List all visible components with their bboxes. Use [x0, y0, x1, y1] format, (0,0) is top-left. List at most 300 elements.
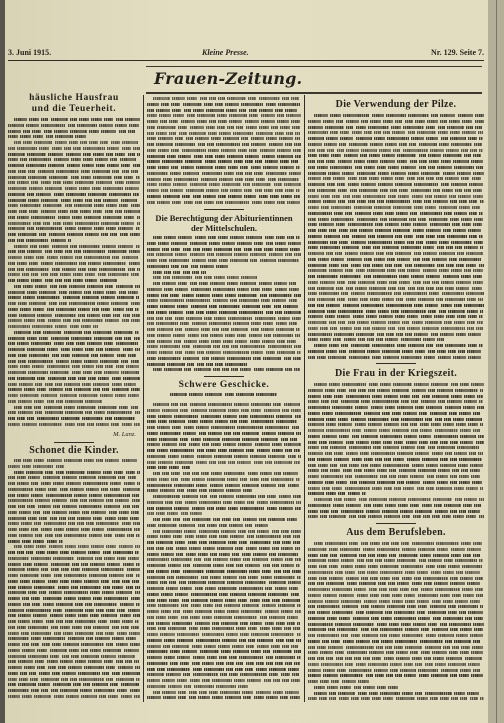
text-line [308, 515, 484, 518]
word [334, 212, 343, 215]
word [280, 166, 294, 169]
word [207, 253, 214, 256]
text-line [308, 223, 484, 226]
word [248, 639, 255, 642]
word [392, 594, 402, 597]
word [372, 400, 399, 403]
word [349, 446, 371, 449]
word [297, 576, 301, 579]
word [156, 322, 178, 325]
word [17, 482, 29, 485]
word [350, 189, 357, 192]
word [411, 429, 418, 432]
word [418, 298, 434, 301]
word [204, 558, 211, 561]
word [79, 118, 89, 121]
word [268, 593, 288, 596]
word [96, 459, 103, 462]
word [183, 172, 199, 175]
word [461, 149, 468, 152]
word [147, 299, 158, 302]
word [478, 452, 483, 455]
text-line [147, 426, 301, 429]
word [433, 554, 449, 557]
word [112, 586, 123, 589]
word [371, 628, 378, 631]
word [8, 164, 24, 167]
word [234, 501, 245, 504]
word [232, 645, 244, 648]
word [381, 617, 392, 620]
word [221, 622, 238, 625]
word [27, 505, 35, 508]
word [298, 455, 301, 458]
word [157, 334, 171, 337]
word [294, 294, 301, 297]
word [184, 685, 191, 688]
word [330, 446, 346, 449]
word [373, 504, 383, 507]
word [218, 236, 228, 239]
word [128, 476, 136, 479]
text-line [147, 495, 301, 498]
word [250, 415, 274, 418]
word [356, 126, 366, 129]
word [475, 120, 484, 123]
word [361, 149, 377, 152]
word [160, 345, 180, 348]
word [427, 120, 438, 123]
word [272, 564, 279, 567]
word [351, 697, 359, 700]
word [383, 446, 399, 449]
word [479, 235, 483, 238]
word [147, 455, 166, 458]
word [308, 588, 330, 591]
word [460, 669, 471, 672]
word [206, 109, 224, 112]
word [336, 481, 347, 484]
word [178, 696, 186, 699]
word [308, 269, 327, 272]
word [64, 383, 80, 386]
word [124, 337, 131, 340]
word [423, 246, 434, 249]
word [105, 285, 113, 288]
word [19, 678, 28, 681]
word [256, 691, 271, 694]
word [83, 371, 92, 374]
word [436, 298, 443, 301]
word [328, 356, 346, 359]
word [383, 464, 409, 467]
word [46, 620, 54, 623]
word [26, 239, 48, 242]
word [170, 662, 178, 665]
text-line [8, 557, 140, 560]
word [219, 311, 237, 314]
word [397, 559, 416, 562]
text-line [308, 395, 484, 398]
word [26, 124, 39, 127]
word [135, 285, 140, 288]
word [422, 327, 439, 330]
word [112, 388, 129, 391]
word [413, 223, 427, 226]
word [239, 420, 248, 423]
word [37, 649, 47, 652]
word [156, 512, 165, 515]
word [443, 229, 451, 232]
word [26, 164, 46, 167]
word [215, 363, 223, 366]
word [380, 577, 390, 580]
word [436, 487, 452, 490]
text-line [8, 683, 140, 686]
word [187, 363, 194, 366]
word [219, 656, 227, 659]
word [226, 109, 237, 112]
word [436, 177, 443, 180]
word [73, 683, 81, 686]
word [271, 633, 294, 636]
word [372, 640, 379, 643]
word [245, 178, 254, 181]
word [454, 212, 467, 215]
word [65, 614, 76, 617]
word [239, 639, 246, 642]
word [428, 166, 435, 169]
word [368, 515, 382, 518]
word [364, 504, 371, 507]
word [438, 356, 451, 359]
word [206, 351, 221, 354]
word [218, 645, 230, 648]
word [213, 518, 220, 521]
word [474, 218, 483, 221]
word [399, 469, 416, 472]
text-line [147, 276, 301, 279]
text-line [8, 164, 140, 167]
word [64, 534, 87, 537]
word [363, 195, 386, 198]
word [377, 200, 384, 203]
word [471, 160, 483, 163]
word [308, 212, 332, 215]
word [411, 275, 424, 278]
word [103, 649, 121, 652]
word [382, 350, 400, 353]
word [257, 645, 269, 648]
word [308, 350, 324, 353]
word [78, 314, 85, 317]
word [417, 446, 425, 449]
article-body [308, 114, 484, 359]
word [222, 242, 235, 245]
word [136, 296, 139, 299]
text-line [147, 357, 301, 360]
word [109, 574, 124, 577]
word [209, 120, 216, 123]
word [29, 187, 43, 190]
word [201, 576, 208, 579]
word [203, 604, 213, 607]
word [443, 600, 453, 603]
word [417, 287, 424, 290]
article-body [147, 403, 301, 701]
word [340, 275, 361, 278]
word [244, 195, 256, 198]
word [397, 344, 406, 347]
word [179, 443, 186, 446]
word [34, 586, 55, 589]
word [147, 501, 163, 504]
word [450, 458, 457, 461]
word [79, 505, 102, 508]
word [85, 609, 94, 612]
word [8, 176, 26, 179]
word [343, 114, 369, 117]
word [181, 616, 188, 619]
word [275, 288, 287, 291]
word [175, 461, 193, 464]
word [308, 554, 318, 557]
word [427, 475, 434, 478]
word [253, 553, 267, 556]
word [218, 97, 225, 100]
word [83, 250, 105, 253]
word [259, 126, 269, 129]
word [409, 218, 416, 221]
word [438, 469, 450, 472]
word [8, 227, 25, 230]
word [364, 275, 371, 278]
text-line [8, 204, 140, 207]
word [147, 576, 165, 579]
word [426, 464, 438, 467]
word [380, 571, 403, 574]
word [43, 603, 54, 606]
word [117, 557, 126, 560]
word [455, 389, 478, 392]
word [401, 310, 426, 313]
word [8, 643, 20, 646]
word [404, 594, 415, 597]
text-line [147, 438, 301, 441]
word [276, 236, 285, 239]
word [469, 200, 477, 203]
word [87, 314, 100, 317]
word [214, 276, 225, 279]
word [8, 540, 20, 543]
word [418, 605, 427, 608]
word [473, 429, 480, 432]
word [205, 155, 213, 158]
word [233, 432, 240, 435]
word [243, 558, 250, 561]
word [242, 691, 253, 694]
word [401, 166, 416, 169]
word [380, 435, 402, 438]
word [182, 466, 190, 469]
word [75, 135, 86, 138]
word [242, 484, 259, 487]
word [122, 423, 132, 426]
word [438, 126, 445, 129]
word [404, 674, 416, 677]
word [226, 633, 238, 636]
word [294, 449, 300, 452]
word [65, 620, 73, 623]
word [163, 178, 172, 181]
word [288, 668, 299, 671]
word [326, 657, 333, 660]
word [308, 246, 318, 249]
word [395, 315, 405, 318]
word [70, 488, 84, 491]
word [273, 403, 281, 406]
word [468, 229, 481, 232]
word [32, 580, 45, 583]
word [170, 393, 187, 396]
word [170, 294, 179, 297]
word [147, 409, 160, 412]
word [208, 403, 232, 406]
word [419, 160, 427, 163]
word [124, 216, 134, 219]
word [153, 518, 160, 521]
word [426, 287, 434, 290]
article-separator [204, 209, 244, 210]
word [280, 126, 290, 129]
word [234, 455, 248, 458]
word [182, 650, 197, 653]
word [102, 591, 114, 594]
word [18, 660, 33, 663]
word [377, 554, 387, 557]
word [66, 342, 74, 345]
word [178, 155, 191, 158]
word [447, 126, 464, 129]
word [411, 588, 418, 591]
word [194, 685, 214, 688]
word [464, 498, 477, 501]
word [444, 504, 461, 507]
word [439, 252, 455, 255]
word [454, 692, 465, 695]
word [43, 597, 62, 600]
word [103, 199, 118, 202]
word [153, 530, 160, 533]
word [202, 357, 209, 360]
word [223, 340, 233, 343]
word [321, 446, 328, 449]
word [402, 321, 409, 324]
word [162, 691, 176, 694]
word [308, 441, 317, 444]
word [147, 334, 155, 337]
word [360, 452, 369, 455]
word [27, 153, 46, 156]
word [262, 155, 275, 158]
word [103, 187, 123, 190]
word [192, 259, 206, 262]
word [74, 388, 91, 391]
word [267, 495, 276, 498]
text-line [8, 499, 140, 502]
article-headline: Schwere Geschicke. [178, 380, 270, 390]
word [115, 534, 125, 537]
word [265, 236, 274, 239]
word [372, 327, 386, 330]
word [31, 273, 38, 276]
word [68, 124, 75, 127]
word [191, 305, 207, 308]
word [357, 321, 369, 324]
text-line [147, 195, 301, 198]
scan-left-edge [0, 0, 5, 723]
word [452, 223, 460, 226]
word [456, 423, 466, 426]
word [269, 253, 283, 256]
text-line [147, 633, 301, 636]
word [225, 484, 240, 487]
word [381, 177, 393, 180]
word [372, 657, 381, 660]
word [293, 357, 301, 360]
text-line [147, 109, 301, 112]
word [222, 639, 237, 642]
word [251, 322, 261, 325]
word [466, 515, 476, 518]
text-line [8, 314, 140, 317]
word [193, 109, 204, 112]
word [17, 262, 27, 265]
word [341, 634, 348, 637]
article-headline: Aus dem Berufsleben. [346, 527, 446, 538]
word [156, 541, 173, 544]
word [8, 273, 20, 276]
text-line [147, 622, 301, 625]
word [323, 200, 336, 203]
word [75, 256, 82, 259]
word [111, 423, 119, 426]
word [32, 620, 43, 623]
word [370, 577, 378, 580]
word [28, 517, 37, 520]
word [479, 137, 483, 140]
word [361, 304, 384, 307]
word [469, 212, 477, 215]
word [308, 172, 326, 175]
word [252, 558, 268, 561]
word [165, 501, 173, 504]
word [345, 212, 352, 215]
word [377, 281, 387, 284]
word [355, 565, 366, 568]
word [162, 248, 169, 251]
word [55, 325, 67, 328]
word [89, 494, 102, 497]
word [296, 564, 300, 567]
word [41, 181, 51, 184]
word [282, 599, 300, 602]
word [420, 212, 442, 215]
word [480, 487, 483, 490]
word [364, 469, 375, 472]
word [78, 377, 86, 380]
word [178, 126, 187, 129]
